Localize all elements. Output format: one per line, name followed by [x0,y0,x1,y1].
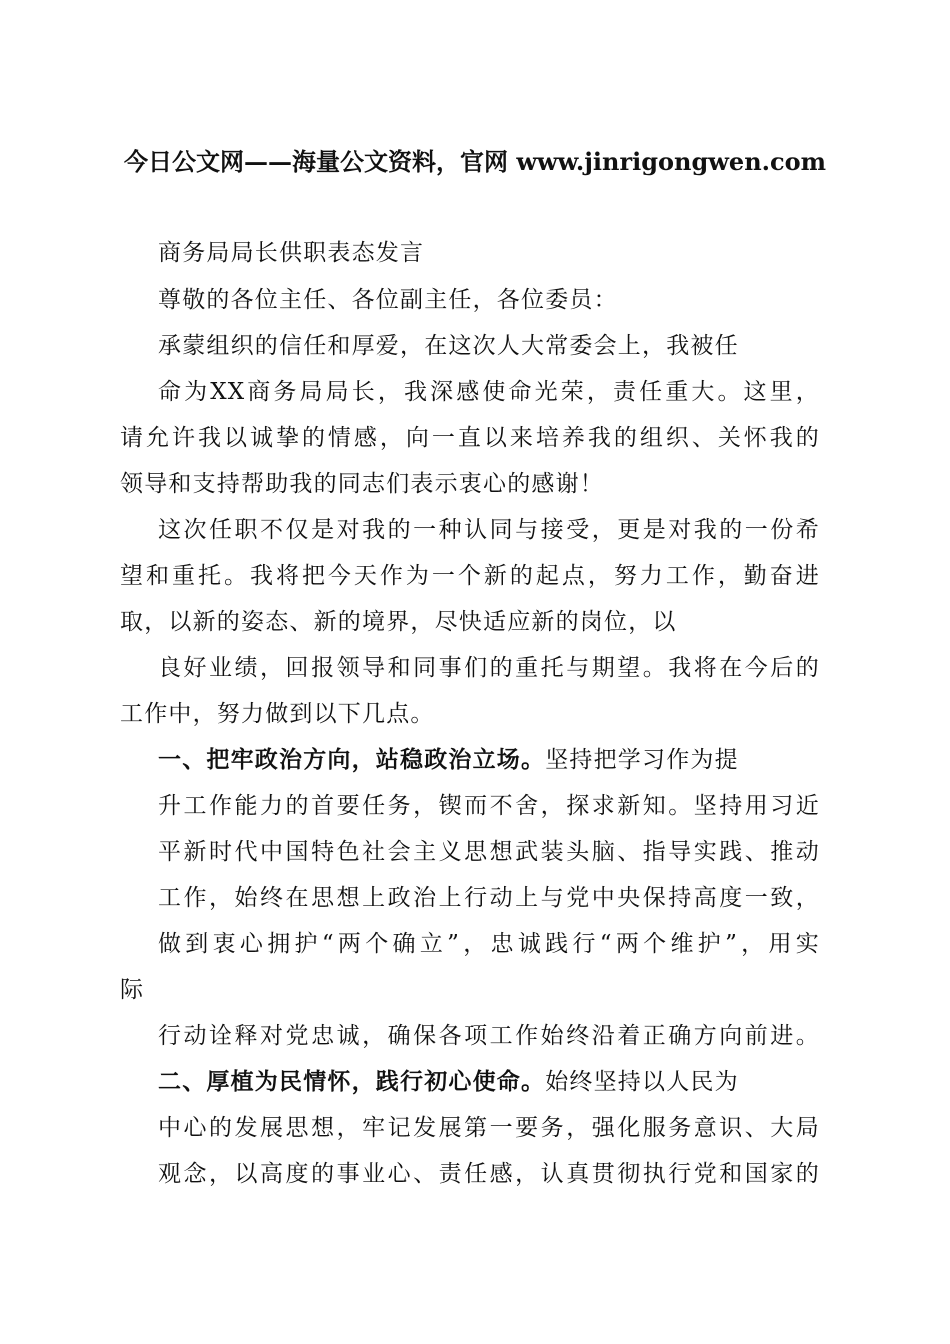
section-2-heading: 二、厚植为民情怀，践行初心使命。 [158,1068,546,1095]
section-2-first-line [158,1065,739,1099]
paragraph-line: 命为XX商务局局长，我深感使命光荣，责任重大。这里， [158,379,820,405]
section-2-lead: 始终坚持以人民为 [545,1069,739,1095]
paragraph-line: 工作，始终在思想上政治上行动上与党中央保持高度一致， [158,885,820,911]
site-header: 今日公文网——海量公文资料，官网 www.jinrigongwen.com [123,147,827,176]
paragraph-line: 际 [120,977,145,1003]
paragraph-line: 工作中，努力做到以下几点。 [120,701,435,727]
document-title: 商务局局长供职表态发言 [158,240,425,266]
paragraph-line: 升工作能力的首要任务，锲而不舍，探求新知。坚持用习近 [158,793,820,819]
paragraph-line: 良好业绩，回报领导和同事们的重托与期望。我将在今后的 [158,655,820,681]
section-1-first-line [158,743,739,777]
section-1-lead: 坚持把学习作为提 [545,747,739,773]
paragraph-line: 望和重托。我将把今天作为一个新的起点，努力工作，勤奋进 [120,563,820,589]
paragraph-line: 中心的发展思想，牢记发展第一要务，强化服务意识、大局 [158,1115,820,1141]
salutation: 尊敬的各位主任、各位副主任，各位委员： [158,287,618,313]
paragraph-line: 观念，以高度的事业心、责任感，认真贯彻执行党和国家的 [158,1161,820,1187]
paragraph-line: 这次任职不仅是对我的一种认同与接受，更是对我的一份希 [158,517,820,543]
paragraph-line: 行动诠释对党忠诚，确保各项工作始终沿着正确方向前进。 [158,1023,820,1049]
paragraph-line: 请允许我以诚挚的情感，向一直以来培养我的组织、关怀我的 [120,425,820,451]
paragraph-line: 做到衷心拥护“两个确立”，忠诚践行“两个维护”，用实 [158,931,820,957]
paragraph-line: 承蒙组织的信任和厚爱，在这次人大常委会上，我被任 [158,333,739,359]
paragraph-line: 领导和支持帮助我的同志们表示衷心的感谢！ [120,471,604,497]
paragraph-line: 平新时代中国特色社会主义思想武装头脑、指导实践、推动 [158,839,820,865]
paragraph-line: 取，以新的姿态、新的境界，尽快适应新的岗位，以 [120,609,677,635]
section-1-heading: 一、把牢政治方向，站稳政治立场。 [158,746,546,773]
